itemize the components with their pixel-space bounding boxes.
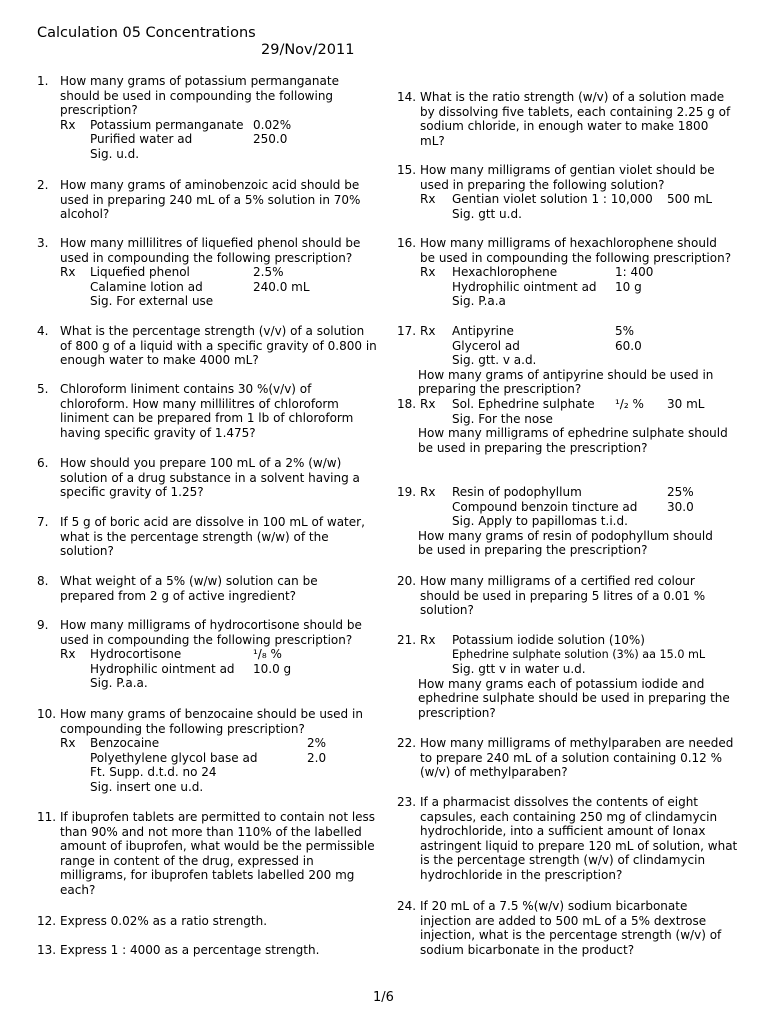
rx-quantity: 10.0 g [253, 661, 292, 676]
rx-ingredient: Sig. For the nose [452, 411, 553, 426]
rx-ingredient: Hexachlorophene [452, 265, 558, 280]
question-text: Express 0.02% as a ratio strength. [60, 914, 268, 928]
question-text: If ibuprofen tablets are permitted to contain not less [60, 810, 376, 824]
rx-ingredient: Sig. gtt v in water u.d. [452, 662, 586, 677]
question-number: 4. [37, 324, 49, 338]
question-number: 1. [37, 74, 49, 88]
question-text: astringent liquid to prepare 120 mL of solution, what [420, 838, 738, 853]
rx-amount: 500 mL [667, 192, 713, 207]
question-text: How many grams of resin of podophyllum should [418, 528, 713, 543]
rx-ingredient: Potassium permanganate [90, 117, 244, 132]
question-text: How many milligrams of gentian violet should be [420, 163, 715, 177]
question-text: range in content of the drug, expressed in [60, 853, 314, 868]
question-text: compounding the following prescription? [60, 721, 305, 736]
question-text: How many grams of potassium permanganate [60, 74, 339, 88]
rx-ingredient: Sig. P.a.a. [90, 676, 148, 691]
question-text: what is the percentage strength (w/w) of the [60, 529, 329, 544]
question-number: 11. [37, 810, 57, 824]
question-text: injection, what is the percentage strength (w/v) of [420, 928, 722, 943]
question-number: 23. [397, 795, 417, 809]
question-text: What is the ratio strength (w/v) of a solution made [420, 90, 725, 104]
rx-ingredient: Sig. P.a.a [452, 294, 506, 309]
question-number: 18. [397, 397, 417, 411]
question-text: be used in compounding the following prescription? [420, 250, 732, 265]
question-text: enough water to make 4000 mL? [60, 353, 259, 368]
rx-label: Rx [420, 265, 436, 280]
document-date: 29/Nov/2011 [261, 42, 355, 58]
question-text: hydrochloride, into a sufficient amount of Ionax [420, 824, 706, 839]
question-text: If 5 g of boric acid are dissolve in 100 mL of water, [60, 515, 365, 529]
question-number: 16. [397, 236, 417, 250]
question-text: amount of ibuprofen, what would be the permissible [60, 839, 375, 854]
question-text: Chloroform liniment contains 30 %(v/v) of [60, 382, 312, 396]
page-number: 1/6 [373, 990, 394, 1005]
rx-label: Rx [420, 324, 436, 338]
question-text: prepared from 2 g of active ingredient? [60, 588, 297, 603]
rx-label: Rx [420, 192, 436, 207]
question-text: (w/v) of methylparaben? [420, 765, 568, 780]
rx-quantity: 60.0 [615, 338, 642, 353]
question-text: should be used in preparing 5 litres of a 0.01 % [420, 588, 706, 603]
rx-ingredient: Polyethylene glycol base ad [90, 750, 258, 765]
rx-label: Rx [60, 117, 76, 132]
rx-quantity: 10 g [615, 279, 642, 294]
question-number: 9. [37, 618, 49, 632]
question-number: 24. [397, 899, 417, 913]
rx-label: Rx [420, 485, 436, 499]
question-text: used in compounding the following prescription? [60, 632, 353, 647]
rx-amount: 2% [307, 736, 327, 751]
rx-quantity: 0.02% [253, 117, 292, 132]
question-text: sodium chloride, in enough water to make 1800 [420, 119, 709, 134]
question-text: solution of a drug substance in a solvent having a [60, 470, 360, 485]
question-text: injection are added to 500 mL of a 5% dextrose [420, 913, 707, 928]
rx-quantity: 1: 400 [615, 265, 654, 280]
question-number: 14. [397, 90, 417, 104]
rx-ingredient: Ephedrine sulphate solution (3%) aa 15.0 mL [452, 647, 706, 661]
question-text: used in preparing 240 mL of a 5% solution in 70% [60, 192, 361, 207]
rx-quantity: 240.0 mL [253, 279, 310, 294]
rx-ingredient: Sig. gtt. v a.d. [452, 353, 537, 368]
question-text: should be used in compounding the following [60, 88, 334, 103]
question-text: chloroform. How many millilitres of chloroform [60, 396, 339, 411]
rx-ingredient: Benzocaine [90, 736, 160, 751]
rx-ingredient: Antipyrine [452, 324, 514, 338]
rx-quantity: ¹/₂ % [615, 397, 644, 411]
rx-amount: 30.0 [667, 499, 694, 514]
question-number: 6. [37, 456, 49, 470]
rx-ingredient: Liquefied phenol [90, 265, 190, 280]
question-text: each? [60, 882, 96, 897]
question-number: 8. [37, 574, 49, 588]
rx-amount: 25% [667, 485, 694, 499]
question-number: 20. [397, 574, 417, 588]
rx-quantity: 2.5% [253, 265, 284, 280]
rx-ingredient: Sig. gtt u.d. [452, 206, 522, 221]
question-text: is the percentage strength (w/v) of clindamycin [420, 853, 706, 868]
rx-ingredient: Calamine lotion ad [90, 279, 203, 294]
rx-quantity: 250.0 [253, 132, 288, 147]
rx-ingredient: Hydrophilic ointment ad [452, 279, 597, 294]
question-text: Express 1 : 4000 as a percentage strength. [60, 943, 320, 957]
question-text: alcohol? [60, 207, 110, 222]
question-text: specific gravity of 1.25? [60, 485, 204, 500]
rx-ingredient: Sol. Ephedrine sulphate [452, 397, 595, 411]
rx-label: Rx [60, 647, 76, 662]
rx-ingredient: Sig. Apply to papillomas t.i.d. [452, 514, 628, 529]
question-number: 5. [37, 382, 49, 396]
question-number: 17. [397, 324, 417, 338]
question-number: 10. [37, 707, 57, 721]
rx-ingredient: Resin of podophyllum [452, 485, 582, 499]
rx-ingredient: Sig. For external use [90, 294, 214, 309]
rx-ingredient: Hydrophilic ointment ad [90, 661, 235, 676]
question-text: having specific gravity of 1.475? [60, 425, 256, 440]
question-text: ephedrine sulphate should be used in preparing the [418, 691, 730, 706]
question-number: 7. [37, 515, 49, 529]
question-text: How many grams of antipyrine should be used in [418, 367, 714, 382]
question-text: How many milligrams of methylparaben are needed [420, 736, 734, 750]
question-text: solution? [60, 544, 114, 559]
rx-ingredient: Hydrocortisone [90, 647, 182, 662]
question-number: 13. [37, 943, 57, 957]
rx-ingredient: Ft. Supp. d.t.d. no 24 [90, 765, 217, 780]
question-text: used in compounding the following prescription? [60, 250, 353, 265]
question-text: If 20 mL of a 7.5 %(w/v) sodium bicarbonate [420, 899, 688, 913]
rx-ingredient: Sig. u.d. [90, 146, 140, 161]
rx-ingredient: Potassium iodide solution (10%) [452, 633, 645, 647]
question-text: mL? [420, 133, 445, 148]
question-number: 22. [397, 736, 417, 750]
question-text: of 800 g of a liquid with a specific gravity of 0.800 in [60, 338, 377, 353]
question-text: liniment can be prepared from 1 lb of chloroform [60, 411, 354, 426]
question-number: 12. [37, 914, 57, 928]
rx-label: Rx [420, 633, 436, 647]
question-text: How many grams of benzocaine should be used in [60, 707, 363, 721]
rx-amount: 30 mL [667, 397, 705, 411]
question-text: prescription? [60, 103, 138, 118]
rx-ingredient: Sig. insert one u.d. [90, 779, 204, 794]
question-text: to prepare 240 mL of a solution containing 0.12 % [420, 750, 723, 765]
rx-label: Rx [60, 265, 76, 280]
question-text: preparing the prescription? [418, 382, 582, 397]
question-text: be used in preparing the prescription? [418, 543, 648, 558]
question-number: 19. [397, 485, 417, 499]
rx-quantity: 5% [615, 324, 635, 338]
question-text: How many milligrams of ephedrine sulphate should [418, 426, 728, 441]
rx-ingredient: Gentian violet solution 1 : 10,000 [452, 192, 653, 207]
question-text: hydrochloride in the prescription? [420, 867, 623, 882]
question-text: How many milligrams of hydrocortisone should be [60, 618, 362, 632]
question-text: solution? [420, 603, 474, 618]
question-text: by dissolving five tablets, each containing 2.25 g of [420, 104, 731, 119]
rx-ingredient: Glycerol ad [452, 338, 520, 353]
question-text: milligrams, for ibuprofen tablets labelled 200 mg [60, 868, 355, 883]
question-text: than 90% and not more than 110% of the labelled [60, 824, 362, 839]
question-text: capsules, each containing 250 mg of clindamycin [420, 809, 718, 824]
question-text: How many milligrams of hexachlorophene should [420, 236, 717, 250]
question-number: 2. [37, 178, 49, 192]
rx-ingredient: Compound benzoin tincture ad [452, 499, 638, 514]
rx-quantity: ¹/₈ % [253, 647, 282, 662]
document-title: Calculation 05 Concentrations [37, 25, 256, 41]
question-text: What is the percentage strength (v/v) of a solution [60, 324, 365, 338]
question-text: How many grams each of potassium iodide and [418, 676, 705, 691]
question-text: prescription? [418, 705, 496, 720]
question-text: sodium bicarbonate in the product? [420, 942, 635, 957]
rx-label: Rx [420, 397, 436, 411]
question-text: If a pharmacist dissolves the contents of eight [420, 795, 699, 809]
question-number: 21. [397, 633, 417, 647]
rx-label: Rx [60, 736, 76, 751]
question-text: How many grams of aminobenzoic acid should be [60, 178, 360, 192]
question-number: 15. [397, 163, 417, 177]
question-text: How many milligrams of a certified red colour [420, 574, 695, 588]
question-text: used in preparing the following solution? [420, 177, 665, 192]
rx-amount: 2.0 [307, 750, 327, 765]
question-number: 3. [37, 236, 49, 250]
question-text: What weight of a 5% (w/w) solution can be [60, 574, 318, 588]
question-text: How many millilitres of liquefied phenol should be [60, 236, 361, 250]
question-text: How should you prepare 100 mL of a 2% (w/w) [60, 456, 342, 470]
rx-ingredient: Purified water ad [90, 132, 193, 147]
question-text: be used in preparing the prescription? [418, 440, 648, 455]
